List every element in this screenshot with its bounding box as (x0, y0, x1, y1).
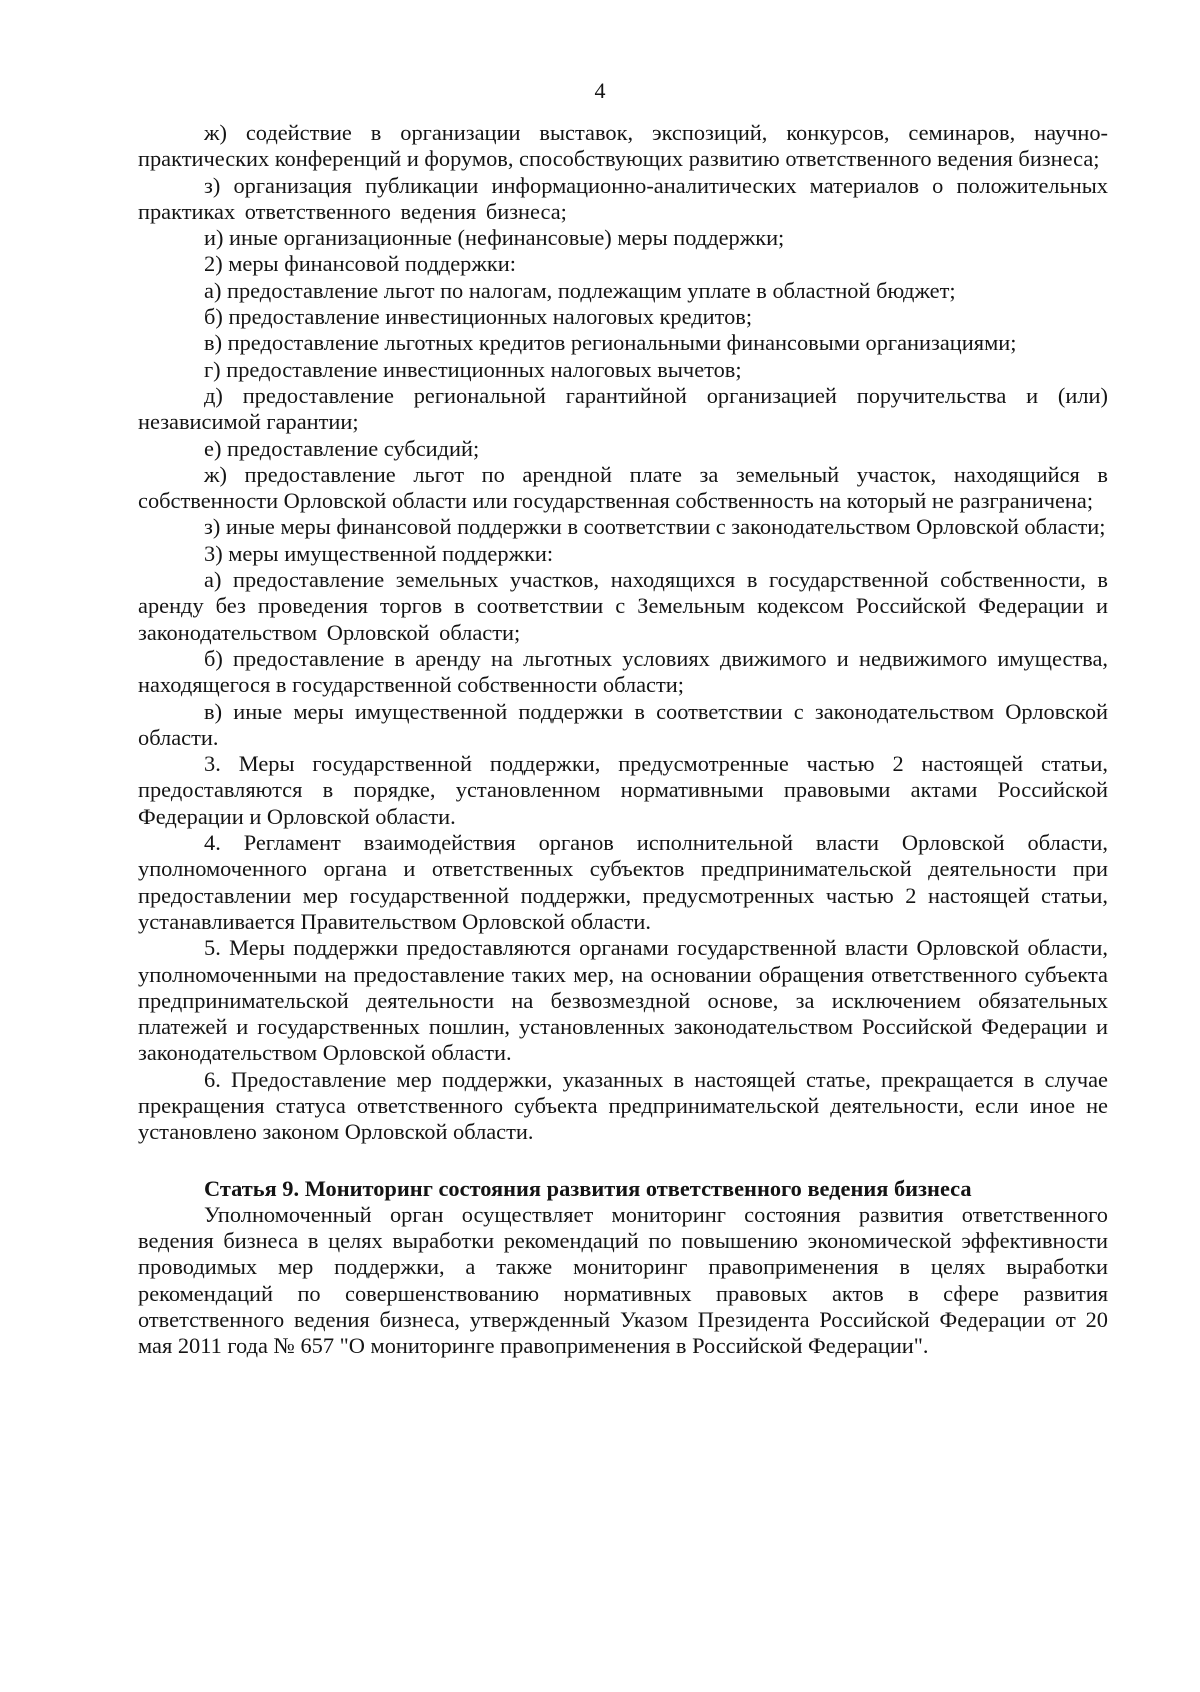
clause-3: 3. Меры государственной поддержки, предусмотренные частью 2 настоящей статьи, предоставляются в порядке, установленном нормативными правовыми актами Российской Федерации и Орловской области. (138, 751, 1108, 829)
clause-6: 6. Предоставление мер поддержки, указанных в настоящей статье, прекращается в случае прекращения статуса ответственного субъекта предпринимательской деятельности, если иное не установлено законом Орловской области. (138, 1066, 1108, 1145)
list-item-z-other-financial: з) иные меры финансовой поддержки в соответствии с законодательством Орловской области; (204, 514, 1106, 540)
list-item-v-other-property: в) иные меры имущественной поддержки в соответствии с законодательством Орловской области. (138, 698, 1108, 750)
list-item-d-guarantee: д) предоставление региональной гарантийной организацией поручительства и (или) независимой гарантии; (138, 382, 1108, 435)
list-item-zh-rent-benefits: ж) предоставление льгот по арендной плате за земельный участок, находящийся в собственности Орловской области или государственная собственность на который не разграничена; (138, 461, 1108, 514)
list-item-zh-exhibitions: ж) содействие в организации выставок, экспозиций, конкурсов, семинаров, научно-практических конференций и форумов, способствующих развитию ответственного ведения бизнеса; (138, 120, 1108, 172)
list-item-z-publications: з) организация публикации информационно-аналитических материалов о положительных практиках ответственного ведения бизнеса; (138, 172, 1108, 224)
page-number: 4 (594, 78, 606, 103)
list-item-v-preferential-loans: в) предоставление льготных кредитов региональными финансовыми организациями; (204, 330, 1017, 356)
list-item-b-investment-tax-credits: б) предоставление инвестиционных налоговых кредитов; (204, 304, 753, 330)
document-body (138, 120, 1108, 1360)
section-property-support: 3) меры имущественной поддержки: (204, 540, 554, 566)
list-item-e-subsidies: е) предоставление субсидий; (204, 435, 480, 461)
list-item-a-land-plots: а) предоставление земельных участков, находящихся в государственной собственности, в аренду без проведения торгов в соответствии с Земельным кодексом Российской Федерации и законодательством Орловской области; (138, 567, 1108, 645)
article-9-heading: Статья 9. Мониторинг состояния развития ответственного ведения бизнеса (204, 1175, 972, 1201)
list-item-i-other-organizational: и) иные организационные (нефинансовые) меры поддержки; (204, 225, 785, 251)
list-item-g-investment-tax-deductions: г) предоставление инвестиционных налоговых вычетов; (204, 356, 742, 382)
list-item-a-tax-benefits: а) предоставление льгот по налогам, подлежащим уплате в областной бюджет; (204, 277, 956, 303)
article-9-body: Уполномоченный орган осуществляет мониторинг состояния развития ответственного ведения бизнеса в целях выработки рекомендаций по повышению экономической эффективности проводимых мер поддержки, а также мониторинг правоприменения в целях выработки рекомендаций по совершенствованию нормативных правовых актов в сфере развития ответственного ведения бизнеса, утвержденный Указом Президента Российской Федерации от 20 мая 2011 года № 657 "О мониторинге правоприменения в Российской Федерации". (138, 1201, 1108, 1359)
list-item-b-property-lease: б) предоставление в аренду на льготных условиях движимого и недвижимого имущества, находящегося в государственной собственности области; (138, 645, 1108, 698)
section-financial-support: 2) меры финансовой поддержки: (204, 251, 516, 277)
clause-5: 5. Меры поддержки предоставляются органами государственной власти Орловской области, уполномоченными на предоставление таких мер, на основании обращения ответственного субъекта предпринимательской деятельности на безвозмездной основе, за исключением обязательных платежей и государственных пошлин, установленных законодательством Российской Федерации и законодательством Орловской области. (138, 935, 1108, 1066)
clause-4: 4. Регламент взаимодействия органов исполнительной власти Орловской области, уполномоченного органа и ответственных субъектов предпринимательской деятельности при предоставлении мер государственной поддержки, предусмотренных частью 2 настоящей статьи, устанавливается Правительством Орловской области. (138, 830, 1108, 934)
